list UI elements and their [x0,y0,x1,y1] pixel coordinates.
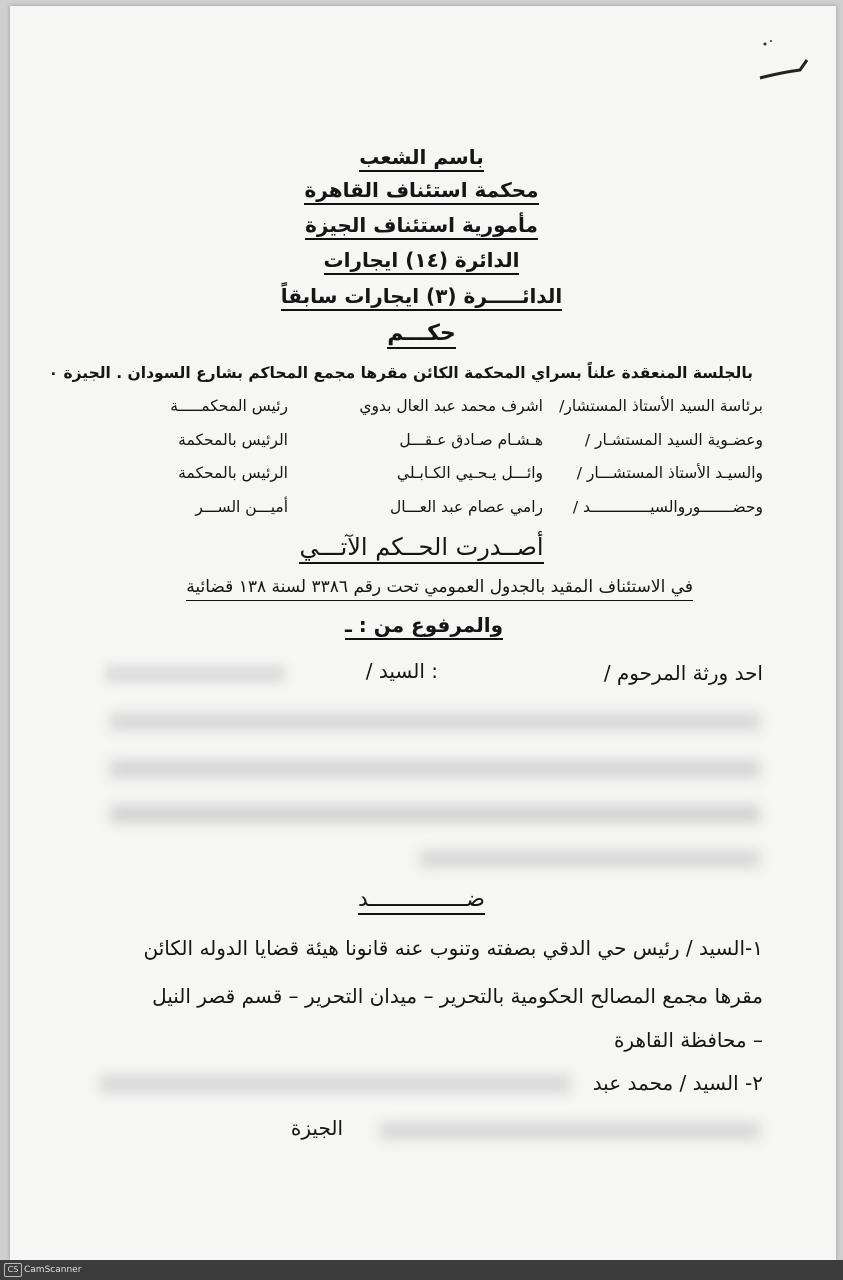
against-label: ضـــــــــــــــد [0,888,843,912]
appellant-prefix: احد ورثة المرحوم / [603,661,763,685]
header-circuit: الدائرة (١٤) ايجارات [0,248,843,272]
respondent2-city: الجيزة [290,1116,343,1140]
panel-role: وحضـــــــوروالسيـــــــــــــد / [572,498,763,516]
redacted-text [110,805,760,823]
panel-title: رئيس المحكمـــــة [170,397,288,415]
respondent1-line1: ١-السيد / رئيس حي الدقي بصفته وتنوب عنه قانونا هيئة قضايا الدوله الكائن [143,936,763,960]
pen-mark [755,40,815,85]
panel-title: الرئيس بالمحكمة [178,464,288,482]
header-court: محكمة استئناف القاهرة [0,178,843,202]
redacted-text [420,850,760,868]
header-branch: مأمورية استئناف الجيزة [0,213,843,237]
panel-title: الرئيس بالمحكمة [178,431,288,449]
respondent1-line2: مقرها مجمع المصالح الحكومية بالتحرير – ميدان التحرير – قسم قصر النيل [152,984,763,1008]
respondent1-line3: – محافظة القاهرة [613,1028,763,1052]
camscanner-logo: CS [4,1263,22,1277]
session-line: بالجلسة المنعقدة علناً بسراي المحكمة الكائن مقرها مجمع المحاكم بشارع السودان . الجيزة ٠ [48,364,753,382]
panel-name: اشرف محمد عبد العال بدوي [359,397,543,415]
panel-name: هـشـام صـادق عـقـــل [399,431,543,449]
panel-title: أميـــن الســـر [195,498,288,516]
appeal-line: في الاستئناف المقيد بالجدول العمومي تحت رقم ٣٣٨٦ لسنة ١٣٨ قضائية [186,574,693,601]
panel-role: برئاسة السيد الأستاذ المستشار/ [559,397,763,415]
redacted-text [105,665,285,683]
issued-heading: أصــدرت الحــكم الآتـــي [0,532,843,562]
panel-name: وائـــل يـحـيي الكـابـلي [396,464,543,482]
panel-name: رامي عصام عبد العـــال [390,498,543,516]
header-circuit-prev: الدائـــــرة (٣) ايجارات سابقاً [0,284,843,308]
redacted-text [110,713,760,731]
panel-role: وعضـوية السيد المستشـار / [584,431,763,449]
raised-by-label: والمرفوع من : ـ [345,612,503,640]
header-judgment: حكـــم [0,322,843,346]
camscanner-text: CamScanner [24,1265,82,1275]
scanner-footer [0,1260,843,1280]
redacted-text [110,760,760,778]
header-people: باسم الشعب [0,145,843,169]
panel-role: والسيـد الأستاذ المستشـــار / [576,464,763,482]
respondent2-line1: ٢- السيد / محمد عبد [592,1071,763,1095]
redacted-text [380,1122,760,1140]
appellant-mid: : السيد / [365,659,438,683]
redacted-text [100,1075,570,1093]
